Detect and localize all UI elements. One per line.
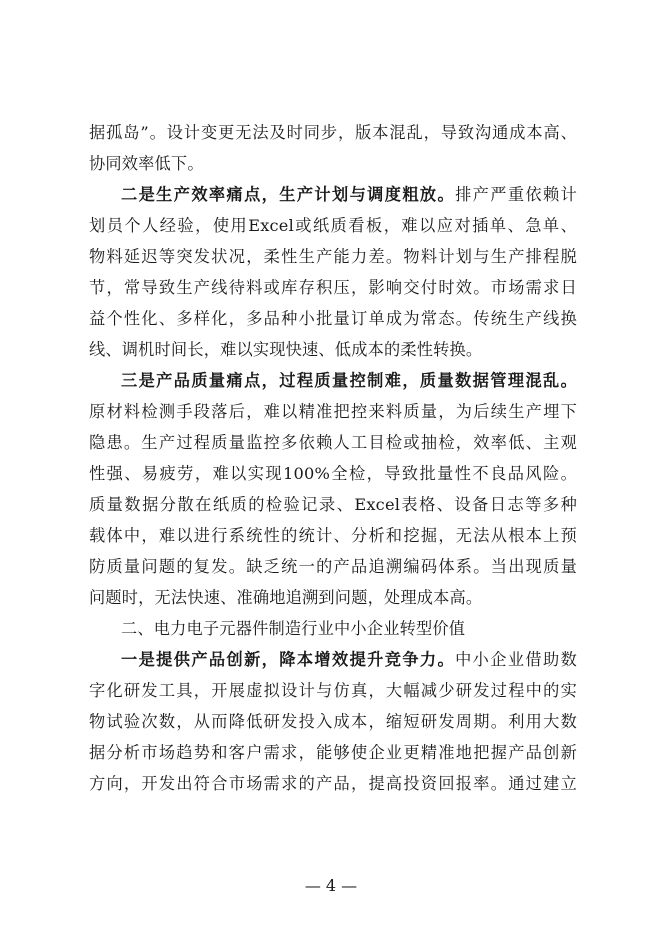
line-text: 排产严重依赖计 xyxy=(455,185,577,204)
text-line xyxy=(89,427,577,458)
page-number: — 4 — xyxy=(304,876,358,895)
line-text: 原材料检测手段落后，难以精准把控来料质量，为后续生产埋下 xyxy=(89,402,577,421)
text-line xyxy=(89,737,577,768)
text-line xyxy=(89,148,577,179)
line-text: 协同效率低下。 xyxy=(89,154,204,173)
line-text: 物料延迟等突发状况，柔性生产能力差。物料计划与生产排程脱 xyxy=(89,247,577,266)
text-line xyxy=(89,179,577,210)
text-line xyxy=(89,675,577,706)
line-text: 据孤岛”。设计变更无法及时同步，版本混乱，导致沟通成本高、 xyxy=(89,123,577,142)
line-text: 隐患。生产过程质量监控多依赖人工目检或抽检，效率低、主观 xyxy=(89,433,577,452)
document-body xyxy=(89,117,577,799)
line-text: 节，常导致生产线待料或库存积压，影响交付时效。市场需求日 xyxy=(89,278,577,297)
line-text: 质量数据分散在纸质的检验记录、Excel表格、设备日志等多种 xyxy=(89,495,577,514)
line-text: 性强、易疲劳，难以实现100%全检，导致批量性不良品风险。 xyxy=(89,464,577,483)
text-line xyxy=(89,303,577,334)
line-text: 物试验次数，从而降低研发投入成本，缩短研发周期。利用大数 xyxy=(89,712,577,731)
text-line xyxy=(89,365,577,396)
text-line xyxy=(89,768,577,799)
line-text: 问题时，无法快速、准确地追溯到问题，处理成本高。 xyxy=(89,588,483,607)
section-heading xyxy=(89,613,577,644)
line-text: 益个性化、多样化，多品种小批量订单成为常态。传统生产线换 xyxy=(89,309,577,328)
line-text: 防质量问题的复发。缺乏统一的产品追溯编码体系。当出现质量 xyxy=(89,557,577,576)
line-text: 载体中，难以进行系统性的统计、分析和挖掘，无法从根本上预 xyxy=(89,526,577,545)
line-text: 方向，开发出符合市场需求的产品，提高投资回报率。通过建立 xyxy=(89,774,577,793)
text-line xyxy=(89,489,577,520)
text-line xyxy=(89,582,577,613)
text-line xyxy=(89,644,577,675)
line-text: 划员个人经验，使用Excel或纸质看板，难以应对插单、急单、 xyxy=(89,216,577,235)
text-line xyxy=(89,706,577,737)
bold-lead-phrase: 二是生产效率痛点，生产计划与调度粗放。 xyxy=(121,185,456,204)
text-line xyxy=(89,117,577,148)
text-line xyxy=(89,520,577,551)
text-line xyxy=(89,334,577,365)
text-line xyxy=(89,458,577,489)
line-text: 线、调机时间长，难以实现快速、低成本的柔性转换。 xyxy=(89,340,483,359)
line-text: 字化研发工具，开展虚拟设计与仿真，大幅减少研发过程中的实 xyxy=(89,681,577,700)
text-line xyxy=(89,210,577,241)
text-line xyxy=(89,241,577,272)
bold-lead-phrase: 一是提供产品创新，降本增效提升竞争力。 xyxy=(121,650,456,669)
text-line xyxy=(89,551,577,582)
line-text: 据分析市场趋势和客户需求，能够使企业更精准地把握产品创新 xyxy=(89,743,577,762)
bold-lead-phrase: 三是产品质量痛点，过程质量控制难，质量数据管理混乱。 xyxy=(121,371,577,390)
text-line xyxy=(89,396,577,427)
line-text: 二、电力电子元器件制造行业中小企业转型价值 xyxy=(121,619,466,638)
line-text: 中小企业借助数 xyxy=(455,650,577,669)
text-line xyxy=(89,272,577,303)
